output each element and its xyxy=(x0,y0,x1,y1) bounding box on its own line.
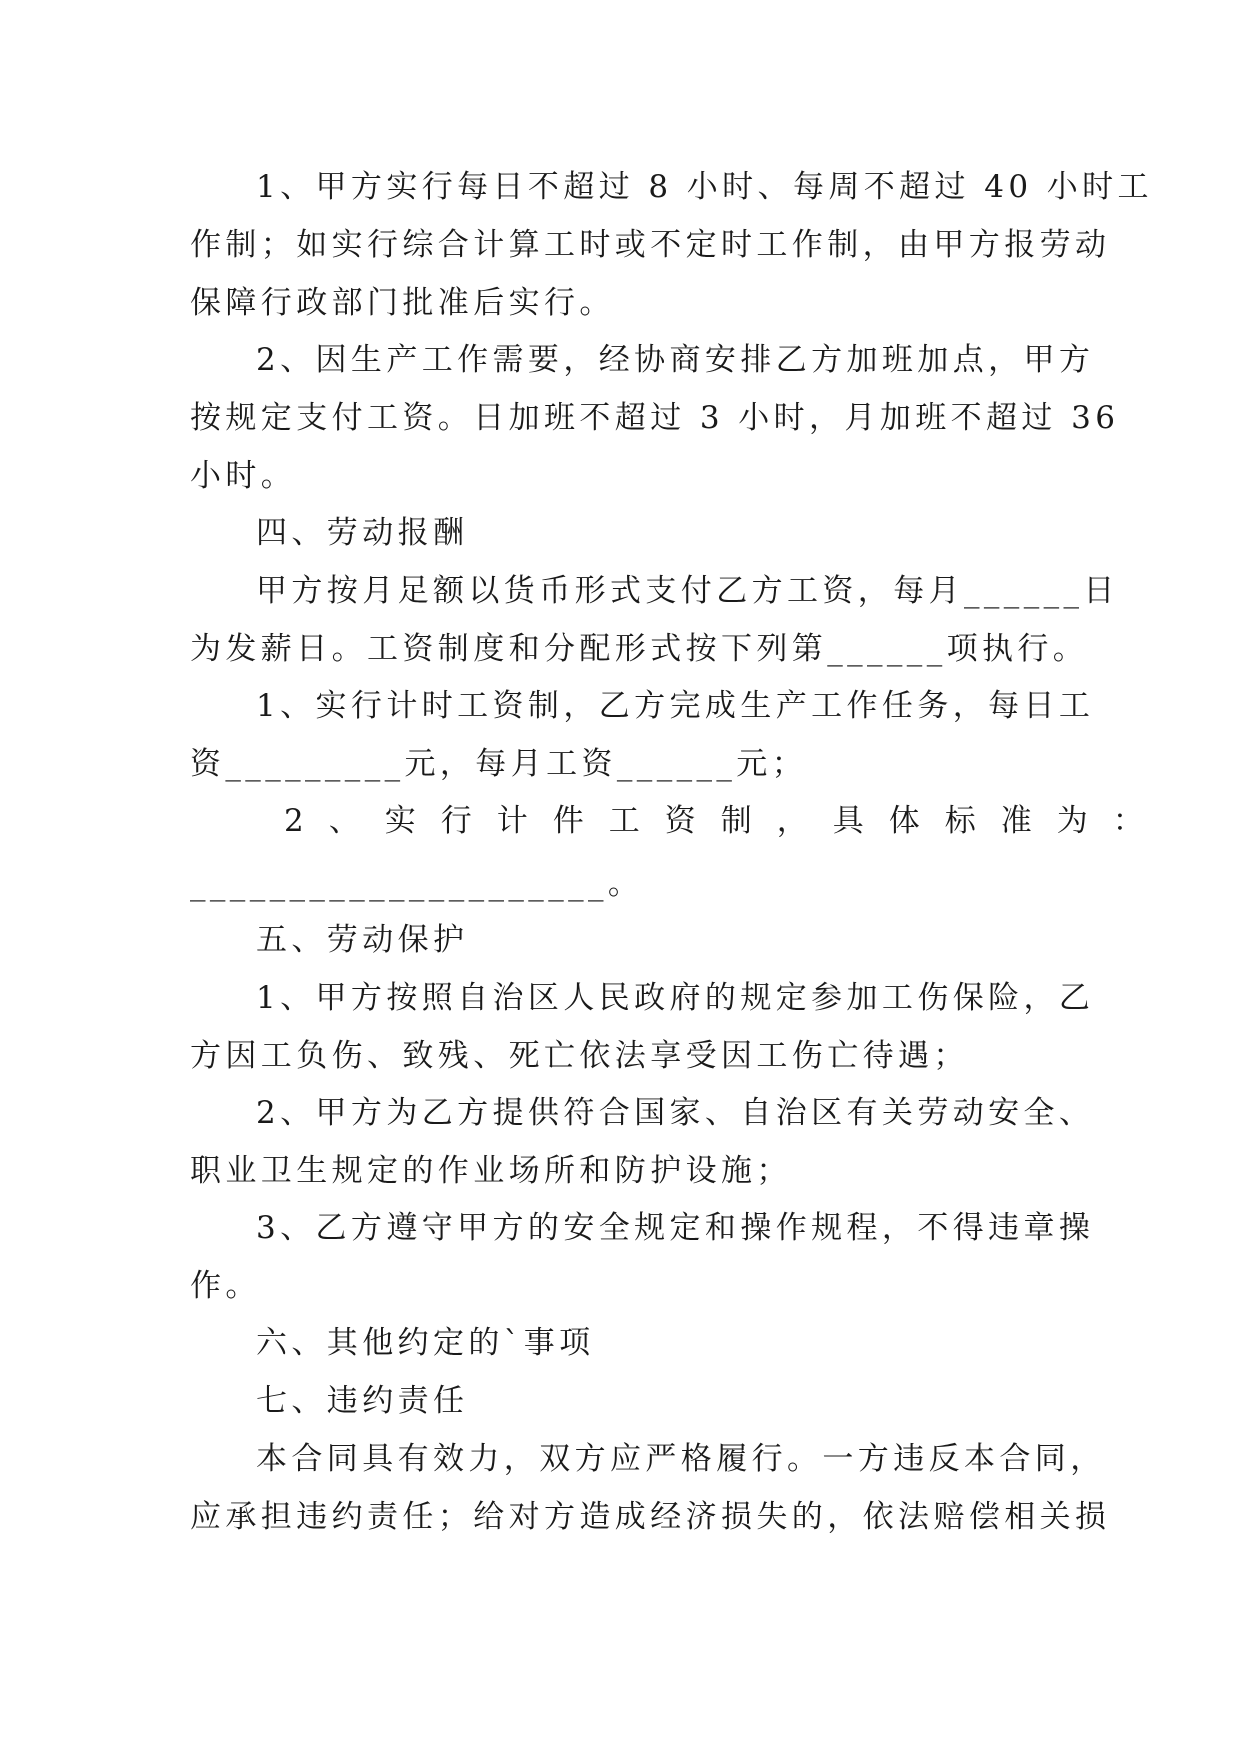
section-heading: 四、劳动报酬 xyxy=(256,515,469,551)
clause-liability xyxy=(190,1430,1111,1546)
text-line: 2、因生产工作需要，经协商安排乙方加班加点，甲方 xyxy=(256,342,1095,378)
text-line: 应承担违约责任；给对方造成经济损失的，依法赔偿相关损 xyxy=(190,1499,1111,1535)
text-line: 职业卫生规定的作业场所和防护设施； xyxy=(190,1153,792,1189)
text-line: 按规定支付工资。日加班不超过 3 小时，月加班不超过 36 xyxy=(190,400,1120,436)
text-line: 方因工负伤、致残、死亡依法享受因工伤亡待遇； xyxy=(190,1038,969,1074)
section-heading-remuneration xyxy=(190,504,1050,562)
clause-protection-2 xyxy=(190,1084,1095,1200)
section-heading: 七、违约责任 xyxy=(256,1383,469,1419)
text-line: 为发薪日。工资制度和分配形式按下列第______项执行。 xyxy=(190,631,1089,667)
clause-time-wage xyxy=(190,677,1095,793)
section-heading-protection xyxy=(190,911,1050,969)
clause-pay-schedule xyxy=(190,562,1119,678)
text-line: 资_________元，每月工资______元； xyxy=(190,746,808,782)
text-line: 1、实行计时工资制，乙方完成生产工作任务，每日工 xyxy=(256,688,1095,724)
text-line: 保障行政部门批准后实行。 xyxy=(190,285,615,321)
text-line: 1、甲方实行每日不超过 8 小时、每周不超过 40 小时工 xyxy=(256,169,1153,205)
text-line: 3、乙方遵守甲方的安全规定和操作规程，不得违章操 xyxy=(256,1210,1095,1246)
section-heading-other xyxy=(190,1314,1050,1372)
text-line: 小时。 xyxy=(190,458,297,494)
section-heading-liability xyxy=(190,1372,1050,1430)
text-line: 1、甲方按照自治区人民政府的规定参加工伤保险，乙 xyxy=(256,980,1095,1016)
text-line: 作。 xyxy=(190,1268,261,1304)
text-line: 2、甲方为乙方提供符合国家、自治区有关劳动安全、 xyxy=(256,1095,1095,1131)
text-line: 作制；如实行综合计算工时或不定时工作制，由甲方报劳动 xyxy=(190,227,1111,263)
text-line: 本合同具有效力，双方应严格履行。一方违反本合同， xyxy=(256,1441,1106,1477)
clause-working-hours-2 xyxy=(190,331,1120,505)
clause-protection-1 xyxy=(190,969,1095,1085)
clause-piece-wage xyxy=(190,792,1169,913)
text-line: 2、实行计件工资制，具体标准为： xyxy=(284,803,1169,839)
text-line: 甲方按月足额以货币形式支付乙方工资，每月______日 xyxy=(256,573,1119,609)
section-heading: 五、劳动保护 xyxy=(256,922,469,958)
clause-working-hours-1 xyxy=(190,158,1153,332)
section-heading: 六、其他约定的`事项 xyxy=(256,1325,595,1361)
clause-protection-3 xyxy=(190,1199,1095,1315)
text-line: _____________________。 xyxy=(190,866,644,902)
